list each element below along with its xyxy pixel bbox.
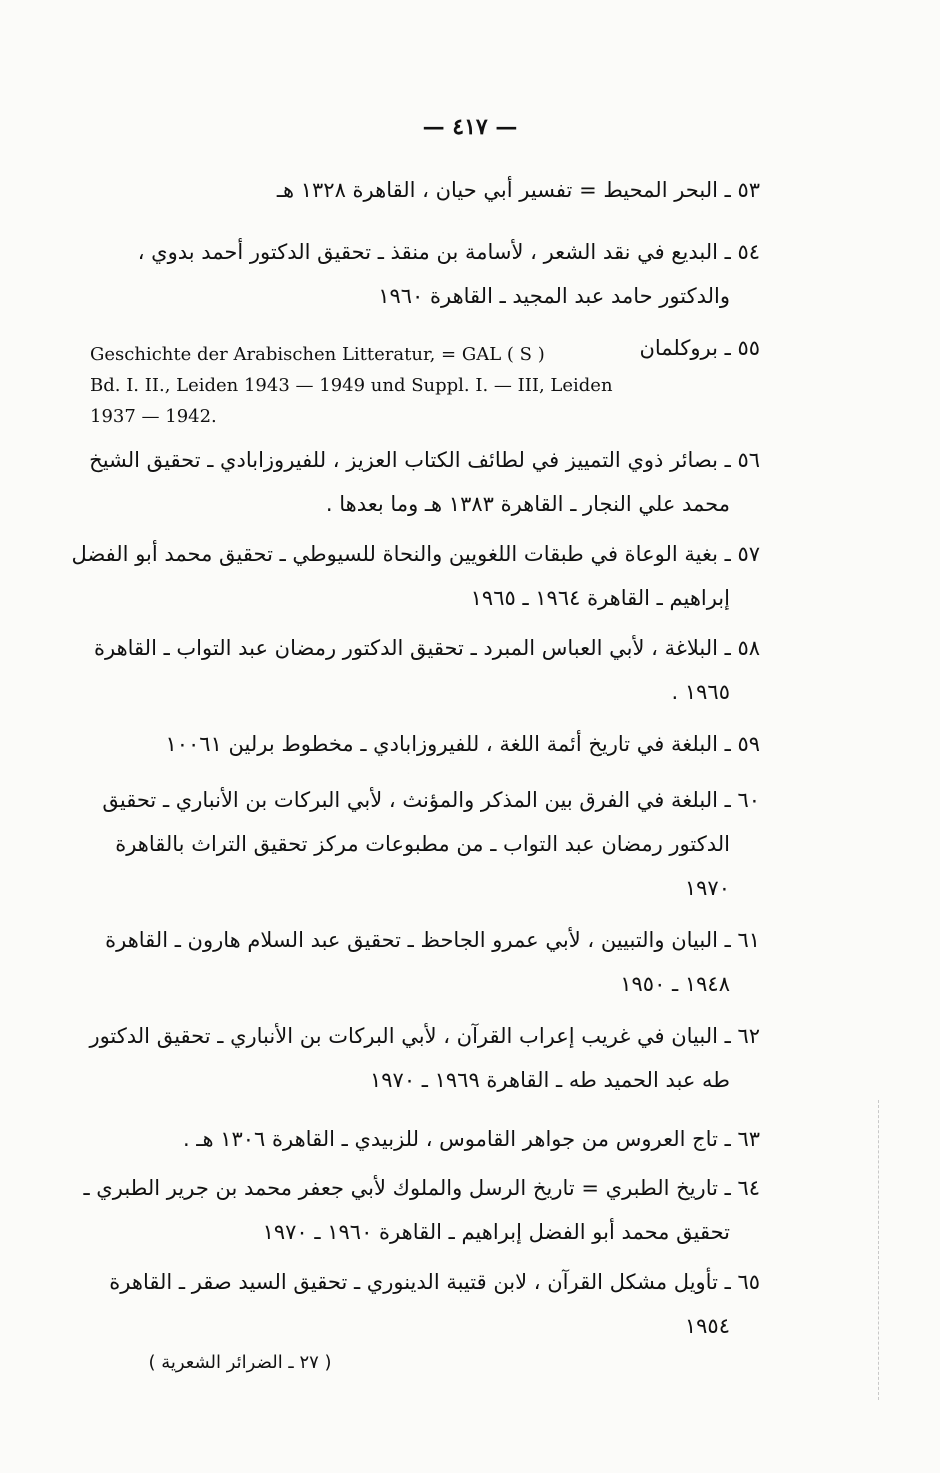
entry-line: والدكتور حامد عبد المجيد ـ القاهرة ١٩٦٠	[378, 284, 730, 308]
bibliography-entry-64	[83, 1166, 760, 1254]
entry-line: ٦٢ ـ البيان في غريب إعراب القرآن ، لأبي البركات بن الأنباري ـ تحقيق الدكتور	[89, 1024, 760, 1048]
entry-line: ٥٦ ـ بصائر ذوي التمييز في لطائف الكتاب العزيز ، للفيروزابادي ـ تحقيق الشيخ	[89, 448, 760, 472]
entry-line: إبراهيم ـ القاهرة ١٩٦٤ ـ ١٩٦٥	[470, 586, 730, 610]
bibliography-entry-56	[89, 438, 760, 526]
bibliography-entry-63	[183, 1117, 760, 1161]
entry-line: تحقيق محمد أبو الفضل إبراهيم ـ القاهرة ١٩٦٠ ـ ١٩٧٠	[262, 1220, 730, 1244]
bibliography-entry-55-latin	[90, 339, 613, 432]
page-number: — ٤١٧ —	[422, 114, 518, 140]
entry-line: ٦٣ ـ تاج العروس من جواهر القاموس ، للزبيدي ـ القاهرة ١٣٠٦ هـ .	[182, 1127, 760, 1151]
entry-line: طه عبد الحميد طه ـ القاهرة ١٩٦٩ ـ ١٩٧٠	[369, 1068, 730, 1092]
bibliography-entry-61	[105, 918, 760, 1006]
bibliography-entry-54	[138, 230, 760, 318]
bibliography-entry-55-arabic	[639, 326, 760, 370]
entry-line: ٦٠ ـ البلغة في الفرق بين المذكر والمؤنث ، لأبي البركات بن الأنباري ـ تحقيق	[102, 788, 760, 812]
entry-line: ٦٤ ـ تاريخ الطبري = تاريخ الرسل والملوك لأبي جعفر محمد بن جرير الطبري ـ	[83, 1176, 760, 1200]
entry-line: ١٩٥٤	[684, 1314, 730, 1338]
entry-line: ٥٥ ـ بروكلمان	[639, 336, 760, 360]
bibliography-entry-58	[94, 626, 760, 714]
entry-line: الدكتور رمضان عبد التواب ـ من مطبوعات مركز تحقيق التراث بالقاهرة	[115, 832, 730, 856]
scan-edge-mark	[878, 1100, 880, 1400]
entry-line: محمد علي النجار ـ القاهرة ١٣٨٣ هـ وما بعدها .	[325, 492, 730, 516]
entry-line: Geschichte der Arabischen Litteratur, = GAL ( S )	[90, 344, 545, 365]
bibliography-entry-65	[109, 1260, 760, 1348]
bibliography-entry-53	[277, 168, 760, 212]
entry-line: 1937 — 1942.	[90, 406, 217, 427]
footnote: ( ٢٧ ـ الضرائر الشعرية )	[148, 1352, 332, 1373]
entry-line: ٥٨ ـ البلاغة ، لأبي العباس المبرد ـ تحقيق الدكتور رمضان عبد التواب ـ القاهرة	[93, 636, 760, 660]
bibliography-entry-60	[102, 778, 760, 910]
entry-line: ٥٧ ـ بغية الوعاة في طبقات اللغويين والنحاة للسيوطي ـ تحقيق محمد أبو الفضل	[71, 542, 760, 566]
bibliography-entry-62	[89, 1014, 760, 1102]
bibliography-entry-59	[165, 722, 760, 766]
entry-line: ١٩٤٨ ـ ١٩٥٠	[620, 972, 730, 996]
entry-line: ٥٩ ـ البلغة في تاريخ أئمة اللغة ، للفيروزابادي ـ مخطوط برلين ١٠٠٦١	[165, 732, 760, 756]
entry-line: ١٩٧٠	[684, 876, 730, 900]
entry-line: ١٩٦٥ .	[671, 680, 730, 704]
bibliography-entry-57	[72, 532, 760, 620]
entry-line: ٥٣ ـ البحر المحيط = تفسير أبي حيان ، القاهرة ١٣٢٨ هـ	[276, 178, 760, 202]
entry-line: Bd. I. II., Leiden 1943 — 1949 und Suppl. I. — III, Leiden	[90, 375, 613, 396]
entry-line: ٥٤ ـ البديع في نقد الشعر ، لأسامة بن منقذ ـ تحقيق الدكتور أحمد بدوي ،	[137, 240, 760, 264]
entry-line: ٦٥ ـ تأويل مشكل القرآن ، لابن قتيبة الدينوري ـ تحقيق السيد صقر ـ القاهرة	[109, 1270, 760, 1294]
entry-line: ٦١ ـ البيان والتبيين ، لأبي عمرو الجاحظ ـ تحقيق عبد السلام هارون ـ القاهرة	[105, 928, 760, 952]
